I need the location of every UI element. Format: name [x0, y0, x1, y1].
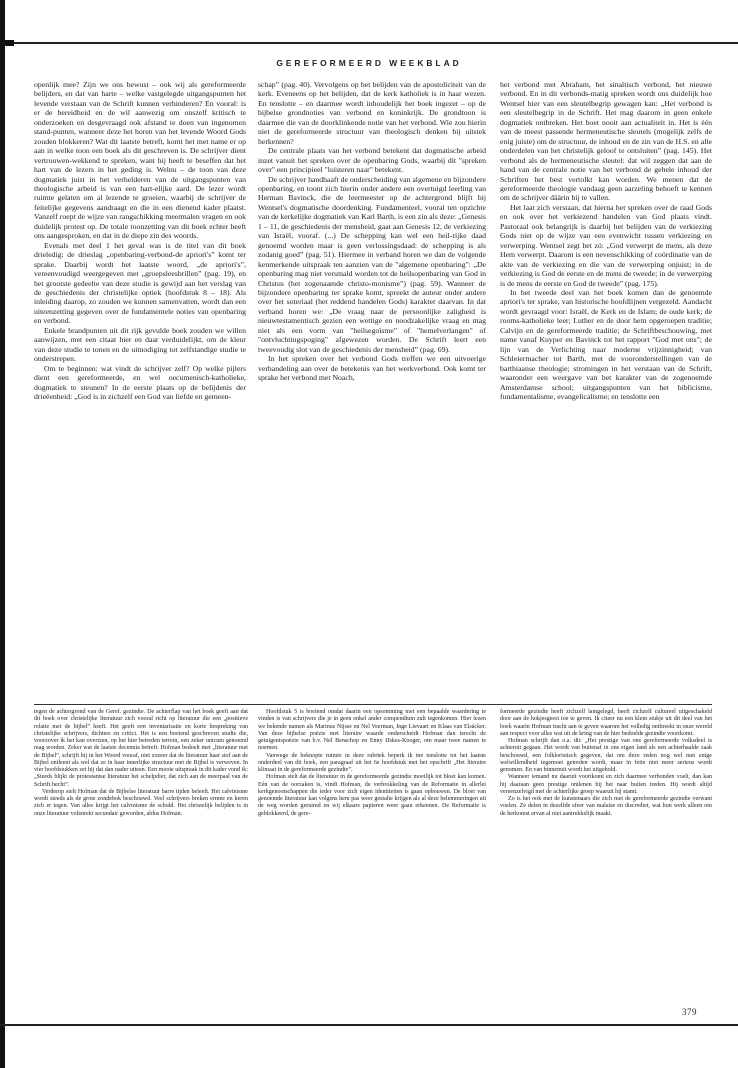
paragraph: In het tweede deel van het boek komen dan de genoemde apriori's ter sprake, van historische hoofdlijnen vergezeld. Aandacht wordt gevraagd voor: Israël, de Kerk en de Islam; de oude kerk; de rooms-katholieke leer; Luther en de door hem opgeroepen traditie; Calvijn en de gereformeerde traditie; de Schriftbeschouwing, met name vanaf Kuyper en Bavinck tot het rapport "God met ons"; de lijn van de Verlichting naar moderne vrijzinnigheid; van Schleiermacher tot Barth, met de vooronderstellingen van de barthiaanse theologie; stromingen in het verstaan van de Schrift, waaronder een weergave van het karakter van de zogenoemde Amsterdamse school; uitgangspunten van het biblicisme, fundamentalisme, evangelicalisme; en tenslotte een — [500, 287, 712, 401]
paragraph: In het spreken over het verbond Gods treffen we een uitvoerige verhandeling aan over de betekenis van het werkverbond. Ook komt ter sprake het verbond met Noach, — [258, 354, 486, 383]
article-column-2 — [258, 80, 486, 383]
paragraph: Verderop stelt Hofman dat de Bijbelse literatuur barre tijden beleeft. Het calvinisme wordt steeds als de grote zondebok beschouwd. Veel schrijvers breken ermee en keren zich er tegen. Van alles krijgt het calvinisme de schuld. Het christelijk belijden is in onze literatuur voltstrekt secundair geworden, aldus Hofman. — [34, 788, 248, 817]
paragraph: Hofman schrijft dan o.a. dit: „Het prestige van ons gereformeerde volksdeel is achteruit gegaan. Het wordt van buitenaf in ons eigen land als een achterhaalde zaak beschouwd, een folkloristisch gegeven, dat om deze reden nog wel met enige welwillendheid tegemoet getreden wordt, maar in feite niet meer serieus wordt genomen. En van binnenuit wordt het uitgehold. — [500, 738, 712, 773]
paragraph: De schrijver handhaaft de onderscheiding van algemene en bijzondere openbaring, en toont zich hierin onder andere een overtuigd leerling van Herman Bavinck, die de leermeester op de achtergrond blijft bij Wentsel's dogmatische doordenking. Fundamenteel, vooral ten opzichte van de kerkelijke dogmatiek van Karl Barth, is een zin als deze: „Genesis 1 – 11, de geschiedenis der mensheid, gaat aan Genesis 12, de verkiezing van Israël, vooraf. (...) De schepping kan wel een heil-rijke daad genoemd worden maar is geen verlossingsdaad: de schepping is als zodanig goed” (pag. 51). Hiermee in verband horen we dan de volgende kenmerkende uitspraak ten aanzien van de "algemene openbaring": „De openbaring mag niet versmald worden tot de heilsopenbaring van God in Christus (het zogenaamde christo-monisme”) (pag. 59). Wanneer de bijzondere openbaring ter sprake komt, spreekt de auteur onder andere over het soteriaal (het reddend handelen Gods) karakter daarvan. In dat verband horen we: „De vraag naar de persoonlijke zaligheid is nieuwtestamentisch gezien een wettige en noodzakelijke vraag en mag niet als een vorm van "heilsegoïsme" of "hemelverlangen" of "ontvluchtingspoging" afgewezen worden. De Schrift leert een tweevoudig slot van de geschiedenis der mensheid” (pag. 69). — [258, 174, 486, 354]
paragraph: openlijk mee? Zijn we ons bewust – ook wij als gereformeerde belijders, en dat van harte – welke vastgelegde uitgangspunten het levende verstaan van de Schrift kunnen verhinderen? En vooral: is er de bereidheid en de wil aanwezig om onszelf kritisch te onderzoeken en desgevraagd ook afstand te doen van ingenomen stand-punten, wanneer deze het horen van het levende Woord Gods zouden blokkeren? Wat dit laatste betreft, komt het met name er op aan in welke toon een boek als dit geschreven is. De schrijver dient vertrouwen-wekkend te spreken, want hij heeft te beseffen dat het hart van de lezers in het geding is. Welnu – de toon van deze dogmatiek juist in het verhelderen van de uitgangspunten van theologische arbeid is van een hart-elijke aard. De lezer wordt ruimte gelaten om al lezende te groeien, waarbij de schrijver de feitelijke gegevens aandraagt en die in een dienend kader plaatst. Vanzelf roept de wijze van rangschikking meermalen vragen en ook duidelijk protest op. De totale toonzetting van dit boek echter heeft ons aangesproken, en dat in de diepe zin des woords. — [34, 80, 246, 241]
footer-rule — [0, 1024, 738, 1026]
paragraph: tegen de achtergrond van de Geref. gezindte. De achterflap van het boek geeft aan dat dit boek over christelijke literatuur zich vooral richt op literatuur die een „positieve relatie met de bijbel” heeft. Het geeft een inventarisatie en korte bespreking van christelijke schrijvers, dichters en critici. Het is een boeiend geschreven studie die, voorzover ik het kan overzien, op het hier betreden terrein, een zeker unicum genoemd mag worden. Zeker wat de laatste decennia betreft. Hofman bedoelt met „literatuur met de Bijbel”, schrijft hij in het Woord vooraf, niet zozeer dat de literatuur haar stof aan de Bijbel ontleent als wel dat ze in haar innerlijke structuur met de Bijbel is verweven. In vier hoofdstukken zet hij dat dan nader uiteen. Een mooie uitspraak in dit kader vond ik: „Steeds blijkt de protestantse literatuur het schelpdier, dat zich aan de meerpaal van de Schrift hecht”. — [34, 709, 248, 788]
page-edge-mark — [0, 40, 14, 46]
paragraph: Zo is het ook met de kunstenaars die zich met de gereformeerde gezindte verwant voelen. Ze delen in dezelfde sfeer van malaise en discrediet, wat hun werk alleen om de herkomst ervan al niet aantrekkelijk maakt. — [500, 796, 712, 817]
paragraph: het verbond met Abraham, het sinaïtisch verbond, het nieuwe verbond. En in dit verbonds-matig spreken wordt ons duidelijk hoe Wentsel hier van een sleutelbegrip gewagen kan: „Het verbond is een sleutelbegrip in de Schrift. Het mag daarom in geen enkele dogmatiek ontbreken. Het boet nooit aan actualiteit in. Het is één van de meest passende hermeneutische sleutels (mogelijk zelfs de enig juiste) om de structuur, de inhoud en de zin van de H.S. en alle onderdelen van het christelijk geloof te ontsluiten” (pag. 145). Het verbond als de hermeneutische sleutel: dat wil zeggen dat aan de hand van de centrale notie van het verbond de gehele inhoud der Schriften het best vertolkt kan worden. We menen dat de gereformeerde theologie vandaag geen aarzeling behoeft te kennen om de schrijver däärin bij te vallen. — [500, 80, 712, 203]
paragraph: Vanwege de beknopte ruimte in deze rubriek beperk ik me tenslotte tot het laatste onderdeel van dit boek, een paragraaf uit het 6e hoofdstuk met het opschrift „Het literaire klimaat in de gereformeerde gezindte”. — [258, 752, 486, 773]
paragraph: schap” (pag. 40). Vervolgens op het belijden van de apostoliciteit van de kerk. Eveneens op het belijden, dat de kerk katholiek is in haar wezen. En tenslotte – en daarmee wordt inhoudelijk het boek ingezet – op de bijbelse grondnoties van verbond en koninkrijk. De grondtoon is daarmee die van de doorklinkende notie van het verbond. Wie zou hierin niet de gereformeerde structuur van theologisch denken bij uitstek herkennen? — [258, 80, 486, 146]
review-column-2 — [258, 709, 486, 818]
review-column-1 — [34, 709, 248, 818]
footnote-divider — [34, 704, 712, 705]
paragraph: Het laat zich verstaan, dat hierna het spreken over de raad Gods en ook over het verkiezend handelen van God plaats vindt. Pastoraal ook belangrijk is daarbij het belijden van de verkiezing Gods niet op de wijze van een evenwicht tussen verkiezing en verwerping. Wentsel zegt het zó: „God verwerpt de mens, als deze Hem verwerpt. Daarom is een nevenschikking of coördinatie van de akte van de verkiezing en die van de verwerping onjuist; in de verkiezing is God de eerste en de mens de tweede; in de verwerping is de mens de eerste en God de tweede” (pag. 175). — [500, 202, 712, 288]
page-left-edge — [0, 0, 5, 1068]
article-column-1 — [34, 80, 246, 401]
review-column-3 — [500, 709, 712, 818]
paragraph: Wanneer iemand nu daaruit voortkomt en zich daarmee verbonden voelt, dan kan hij daaraan geen prestige ontlenen bij het naar buiten treden. Hij wordt altijd vereenzelvigd met de achterlijke groep waaruit hij stamt. — [500, 774, 712, 795]
page-number: 379 — [682, 1007, 697, 1017]
article-column-3 — [500, 80, 712, 401]
paragraph: Enkele brandpunten uit dit rijk gevulde boek zouden we willen aanwijzen, met een citaat hier en daar verduidelijkt, om de kleur van deze studie te tonen en de uitnodiging tot zelfstandige studie te onderstrepen. — [34, 325, 246, 364]
paragraph: Hoofdstuk 5 is boeiend omdat daarin een opsomming met een bepaalde waardering te vinden is van schrijvers die je in geen enkel ander compendium zult tegenkomen. Hier lezen we bekende namen als Marinus Nijsse en Nel Veerman, Inge Lievaart en Klaas van Elsäcker. Van deze bijbelse poëzie met literaire waarde onderscheidt Hofman dan terecht de getuigenispoëzie van b.v. Nel Benschop en Enny IJskes-Kooger, om maar twee namen te noemen. — [258, 709, 486, 752]
paragraph: Om te beginnen: wat vindt de schrijver zelf? Op welke pijlers dient een gereformeerde, en wel oecumenisch-katholieke, dogmatiek te steunen? In de eerste plaats op de belijdenis der drieëenheid: „God is in zichzelf een God van liefde en gemeen- — [34, 363, 246, 401]
running-header: GEREFORMEERD WEEKBLAD — [276, 58, 462, 68]
header-rule — [14, 42, 738, 44]
paragraph: Hofman stelt dat de literatuur in de gereformeerde gezindte moeilijk tot bloei kan komen. Eén van de oorzaken is, vindt Hofman, de verbrokkeling van de Reformatie in allerlei kerkgenootschappen die ieder voor zich eigen identiteiten is gaan opbouwen. De bloei van genoemde literatuur kan volgens hem pas weer gestalte krijgen als al deze belemmeringen uit de weg worden geruimd en wij elkaars papieren weer gaan erkennen. De Reformatie is geblokkeerd, de gere- — [258, 774, 486, 817]
paragraph: De centrale plaats van het verbond betekent dat dogmatische arbeid inzet vanuit het spreken over de openbaring Gods, waarbij dit "spreken over" een principieel "luisteren naar" betekent. — [258, 146, 486, 175]
paragraph: Evenals met deel 1 het geval was is de titel van dit boek drieledig: de drieslag „openbaring-verbond-de apriori's” komt ter sprake. Daarbij wordt het laatste woord, „de apriori's”, vereenvoudigd weergegeven met „groepsleesbrillen” (pag. 19), en het grootste gedeelte van deze studie is gewijd aan het verslag van de geschiedenis der christelijke optiek (hoofdstuk 8 – 18). Als inleiding daarop, zo zouden we kunnen samenvatten, wordt dan een uiteenzetting gegeven over de fundamentele noties van openbaring en verbond. — [34, 240, 246, 326]
paragraph: formeerde gezindte heeft zichzelf lamgelegd, heeft zichzelf cultureel uitgeschakeld door aan de hokjesgeest toe te geven. Ik citeer nu een klein stukje uit dit deel van het boek waarin Hofman tracht aan te geven waarom het volledig ontbreekt in onze wereld aan respect voor alles wat uit de kring van de hier bedoelde gezindte voortkomt. — [500, 709, 712, 737]
